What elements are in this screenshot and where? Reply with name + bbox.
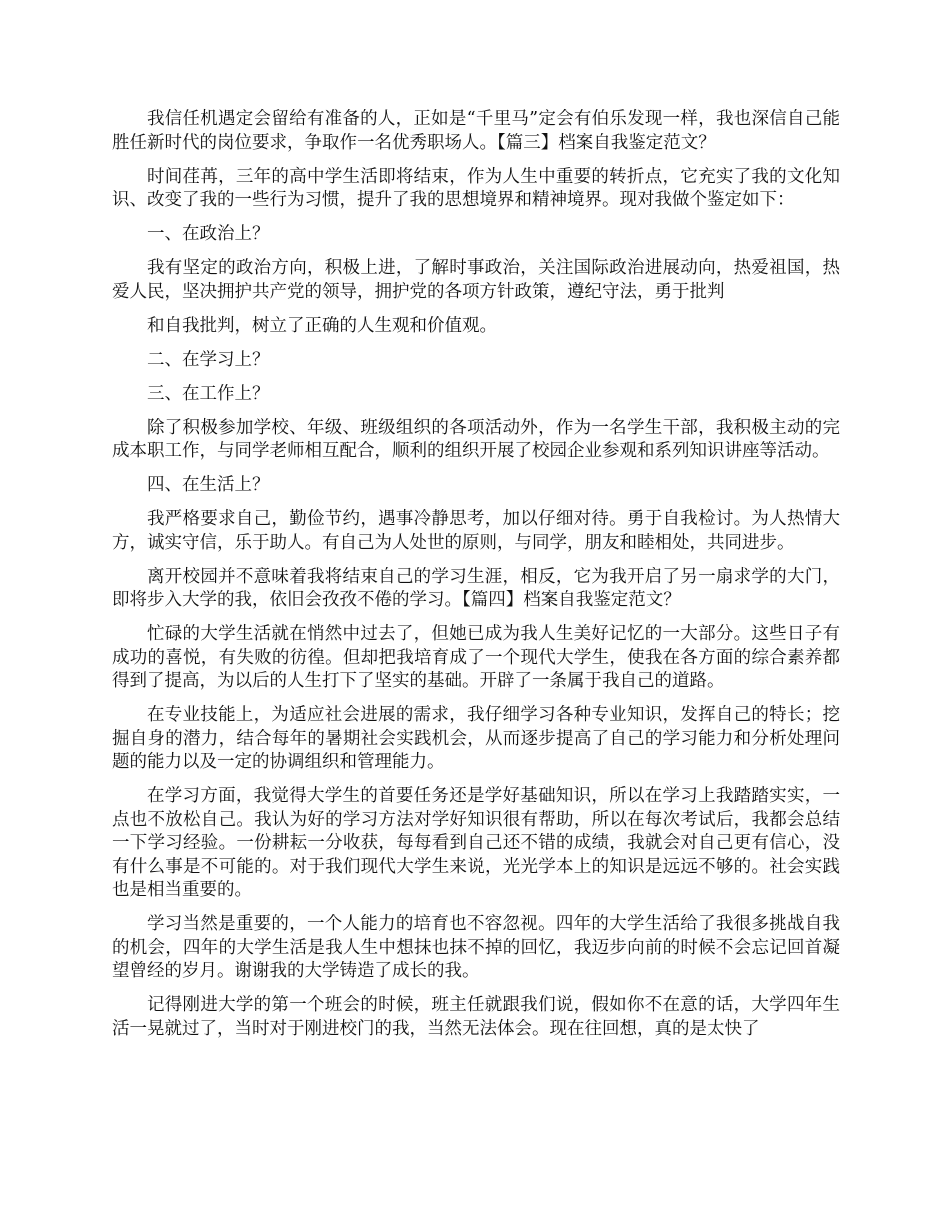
section-heading-politics: 一、在政治上？ [147,224,270,244]
document-body [112,108,840,1052]
paragraph-7: 离开校园并不意味着我将结束自己的学习生涯，相反，它为我开启了另一扇求学的大门，即将步入大学的我，依旧会孜孜不倦的学习。【篇四】档案自我鉴定范文？ [112,566,840,610]
paragraph-4: 和自我批判，树立了正确的人生观和价值观。 [147,315,497,336]
paragraph-9: 在专业技能上，为适应社会进展的需求，我仔细学习各种专业知识，发挥自己的特长；挖掘自身的潜力，结合每年的暑期社会实践机会，从而逐步提高了自己的学习能力和分析处理问题的能力以及一定的协调组织和管理能力。 [112,705,840,772]
paragraph-5: 除了积极参加学校、年级、班级组织的各项活动外，作为一名学生干部，我积极主动的完成本职工作，与同学老师相互配合，顺利的组织开展了校园企业参观和系列知识讲座等活动。 [112,417,840,461]
paragraph-12: 记得刚进大学的第一个班会的时候，班主任就跟我们说，假如你不在意的话，大学四年生活一晃就过了，当时对于刚进校门的我，当然无法体会。现在往回想，真的是太快了 [112,995,840,1039]
paragraph-6: 我严格要求自己，勤俭节约，遇事冷静思考，加以仔细对待。勇于自我检讨。为人热情大方，诚实守信，乐于助人。有自己为人处世的原则，与同学，朋友和睦相处，共同进步。 [112,509,840,553]
section-heading-life: 四、在生活上？ [147,475,270,495]
section-heading-study: 二、在学习上？ [147,349,270,370]
paragraph-3: 我有坚定的政治方向，积极上进，了解时事政治，关注国际政治进展动向，热爱祖国，热爱人民，坚决拥护共产党的领导，拥护党的各项方针政策，遵纪守法，勇于批判 [112,258,840,302]
paragraph-11: 学习当然是重要的，一个人能力的培育也不容忽视。四年的大学生活给了我很多挑战自我的机会，四年的大学生活是我人生中想抹也抹不掉的回忆，我迈步向前的时候不会忘记回首凝望曾经的岁月。谢谢我的大学铸造了成长的我。 [112,914,840,981]
paragraph-1: 我信任机遇定会留给有准备的人，正如是“千里马”定会有伯乐发现一样，我也深信自己能胜任新时代的岗位要求，争取作一名优秀职场人。【篇三】档案自我鉴定范文？ [112,109,840,153]
section-heading-work: 三、在工作上？ [147,383,270,404]
paragraph-8: 忙碌的大学生活就在悄然中过去了，但她已成为我人生美好记忆的一大部分。这些日子有成功的喜悦，有失败的彷徨。但却把我培育成了一个现代大学生，使我在各方面的综合素养都得到了提高，为以后的人生打下了坚实的基础。开辟了一条属于我自己的道路。 [112,624,840,691]
paragraph-2: 时间荏苒，三年的高中学生活即将结束，作为人生中重要的转折点，它充实了我的文化知识、改变了我的一些行为习惯，提升了我的思想境界和精神境界。现对我做个鉴定如下： [112,166,840,210]
paragraph-10: 在学习方面，我觉得大学生的首要任务还是学好基础知识，所以在学习上我踏踏实实，一点也不放松自己。我认为好的学习方法对学好知识很有帮助，所以在每次考试后，我都会总结一下学习经验。一份耕耘一分收获，每每看到自己还不错的成绩，我就会对自己更有信心，没有什么事是不可能的。对于我们现代大学生来说，光光学本上的知识是远远不够的。社会实践也是相当重要的。 [112,786,840,900]
